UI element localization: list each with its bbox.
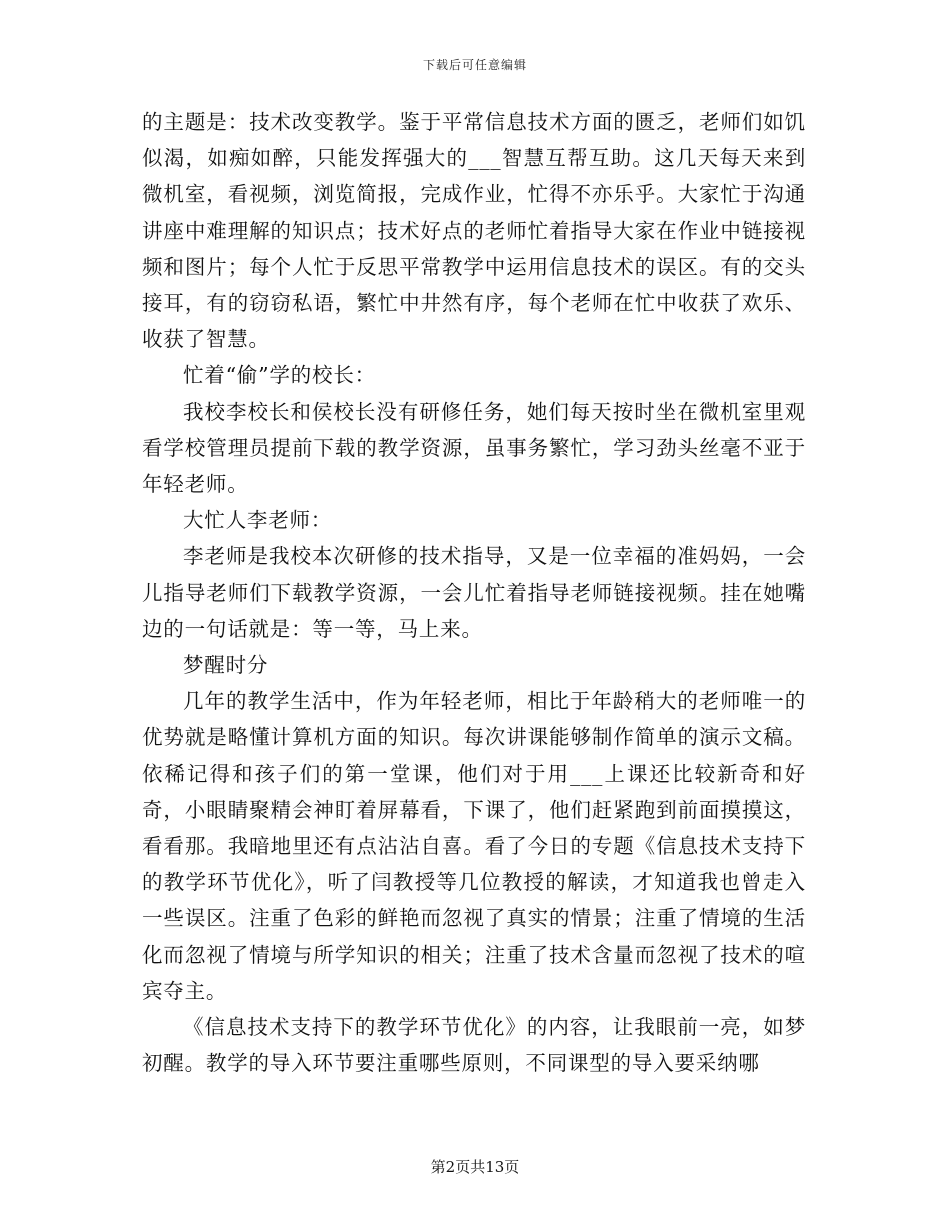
paragraph: 李老师是我校本次研修的技术指导，又是一位幸福的准妈妈，一会儿指导老师们下载教学资源，一会儿忙着指导老师链接视频。挂在她嘴边的一句话就是：等一等，马上来。 bbox=[142, 544, 806, 641]
paragraph: 几年的教学生活中，作为年轻老师，相比于年龄稍大的老师唯一的优势就是略懂计算机方面的知识。每次讲课能够制作简单的演示文稿。依稀记得和孩子们的第一堂课，他们对于用___上课还比较新奇和好奇，小眼睛聚精会神盯着屏幕看，下课了，他们赶紧跑到前面摸摸这，看看那。我暗地里还有点沾沾自喜。看了今日的专题《信息技术支持下的教学环节优化》，听了闫教授等几位教授的解读，才知道我也曾走入一些误区。注重了色彩的鲜艳而忽视了真实的情景；注重了情境的生活化而忽视了情境与所学知识的相关；注重了技术含量而忽视了技术的喧宾夺主。 bbox=[142, 689, 806, 1003]
section-heading: 梦醒时分 bbox=[183, 653, 269, 678]
paragraph: 《信息技术支持下的教学环节优化》的内容，让我眼前一亮，如梦初醒。教学的导入环节要注重哪些原则，不同课型的导入要采纳哪 bbox=[142, 1015, 806, 1076]
page-footer: 第2页共13页 bbox=[430, 1158, 520, 1176]
paragraph: 我校李校长和侯校长没有研修任务，她们每天按时坐在微机室里观看学校管理员提前下载的教学资源，虽事务繁忙，学习劲头丝毫不亚于年轻老师。 bbox=[142, 399, 806, 497]
page-header: 下载后可任意编辑 bbox=[422, 58, 527, 72]
paragraph: 的主题是：技术改变教学。鉴于平常信息技术方面的匮乏，老师们如饥似渴，如痴如醉，只能发挥强大的___智慧互帮互助。这几天每天来到微机室，看视频，浏览简报，完成作业，忙得不亦乐乎。大家忙于沟通讲座中难理解的知识点；技术好点的老师忙着指导大家在作业中链接视频和图片；每个人忙于反思平常教学中运用信息技术的误区。有的交头接耳，有的窃窃私语，繁忙中井然有序，每个老师在忙中收获了欢乐、收获了智慧。 bbox=[142, 110, 806, 352]
document-body bbox=[142, 104, 806, 1081]
section-heading: 大忙人李老师： bbox=[183, 508, 333, 533]
section-heading: 忙着“偷”学的校长： bbox=[183, 363, 376, 388]
